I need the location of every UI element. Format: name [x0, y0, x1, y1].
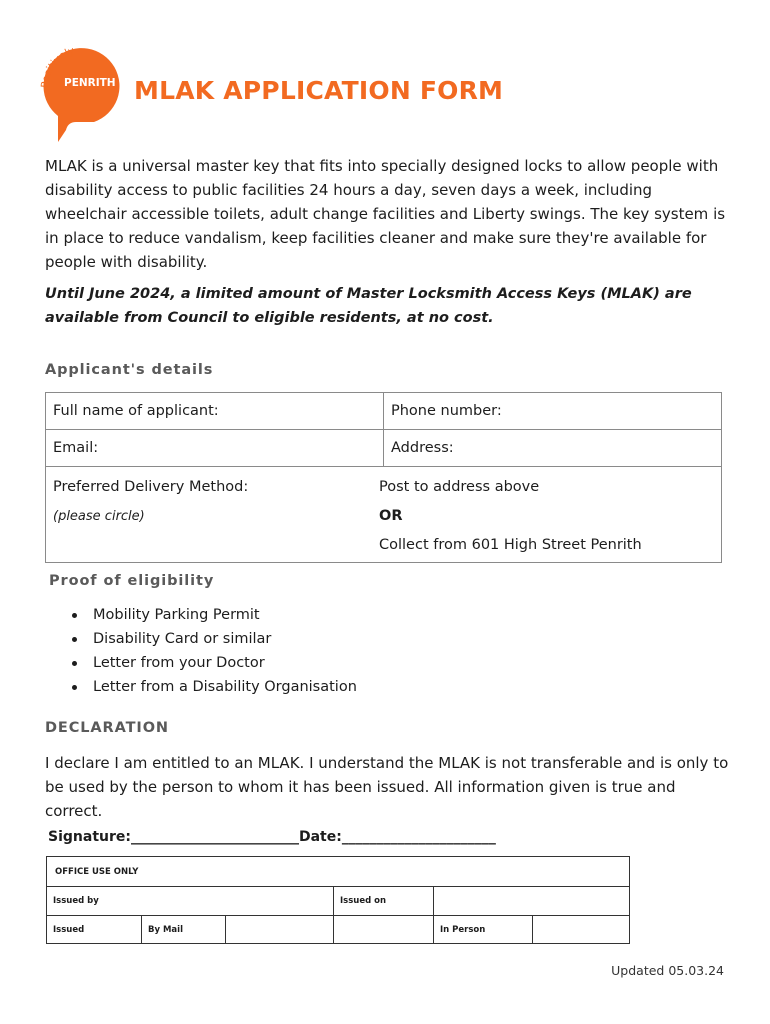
list-item: Disability Card or similar	[70, 627, 357, 651]
list-item: Letter from a Disability Organisation	[70, 675, 357, 699]
in-person-label: In Person	[440, 925, 486, 935]
address-label: Address:	[391, 440, 454, 456]
delivery-method-field	[45, 466, 722, 563]
delivery-option-collect[interactable]: Collect from 601 High Street Penrith	[379, 537, 642, 553]
full-name-field[interactable]	[45, 392, 384, 430]
address-field[interactable]	[383, 429, 722, 467]
by-mail-value-cell[interactable]	[225, 915, 334, 944]
bullet-icon	[72, 613, 77, 618]
logo-main-text: PENRITH	[64, 77, 116, 89]
in-person-value-cell[interactable]	[532, 915, 630, 944]
email-field[interactable]	[45, 429, 384, 467]
office-heading-row	[46, 856, 630, 887]
updated-date: Updated 05.03.24	[611, 963, 724, 978]
email-label: Email:	[53, 440, 99, 456]
intro-paragraph: MLAK is a universal master key that fits into specially designed locks to allow people with disability access to public facilities 24 hours a day, seven days a week, including wheelchair accessible toilets, adult change facilities and Liberty swings. The key system is in place to reduce vandalism, keep facilities cleaner and make sure they're available for people with disability.	[45, 157, 726, 271]
bullet-icon	[72, 637, 77, 642]
by-mail-label: By Mail	[148, 925, 184, 935]
applicant-heading: Applicant's details	[45, 362, 214, 378]
delivery-option-post[interactable]: Post to address above	[379, 479, 540, 495]
bullet-icon	[72, 661, 77, 666]
in-person-cell	[433, 915, 533, 944]
bullet-icon	[72, 685, 77, 690]
delivery-label: Preferred Delivery Method:	[53, 479, 249, 495]
page-title: MLAK APPLICATION FORM	[134, 76, 504, 105]
issued-on-cell	[333, 886, 434, 916]
phone-field[interactable]	[383, 392, 722, 430]
issued-cell	[46, 915, 142, 944]
full-name-label: Full name of applicant:	[53, 403, 219, 419]
list-item: Mobility Parking Permit	[70, 603, 357, 627]
issued-label: Issued	[53, 925, 85, 935]
declaration-text: I declare I am entitled to an MLAK. I understand the MLAK is not transferable and is only to be used by the person to whom it has been issued. All information given is true and correct.	[45, 754, 729, 820]
declaration-heading: DECLARATION	[45, 720, 169, 736]
eligibility-heading: Proof of eligibility	[49, 573, 215, 589]
signature-date-line[interactable]: Signature:________________________Date:______________________	[48, 829, 496, 845]
issued-by-label: Issued by	[53, 896, 99, 906]
issued-on-label: Issued on	[340, 896, 387, 906]
penrith-logo	[40, 42, 130, 146]
issued-on-value-cell[interactable]	[433, 886, 630, 916]
phone-label: Phone number:	[391, 403, 502, 419]
list-item: Letter from your Doctor	[70, 651, 357, 675]
eligibility-list	[70, 603, 357, 699]
delivery-or: OR	[379, 508, 403, 524]
notice-paragraph: Until June 2024, a limited amount of Master Locksmith Access Keys (MLAK) are available from Council to eligible residents, at no cost.	[45, 286, 692, 326]
office-heading: OFFICE USE ONLY	[55, 867, 139, 877]
office-use-table	[46, 856, 630, 944]
logo-top-text: Positively	[40, 45, 76, 89]
blank-cell	[333, 915, 434, 944]
applicant-details-table	[45, 392, 722, 563]
issued-by-cell[interactable]	[46, 886, 334, 916]
delivery-note: (please circle)	[53, 509, 145, 524]
by-mail-cell	[141, 915, 226, 944]
